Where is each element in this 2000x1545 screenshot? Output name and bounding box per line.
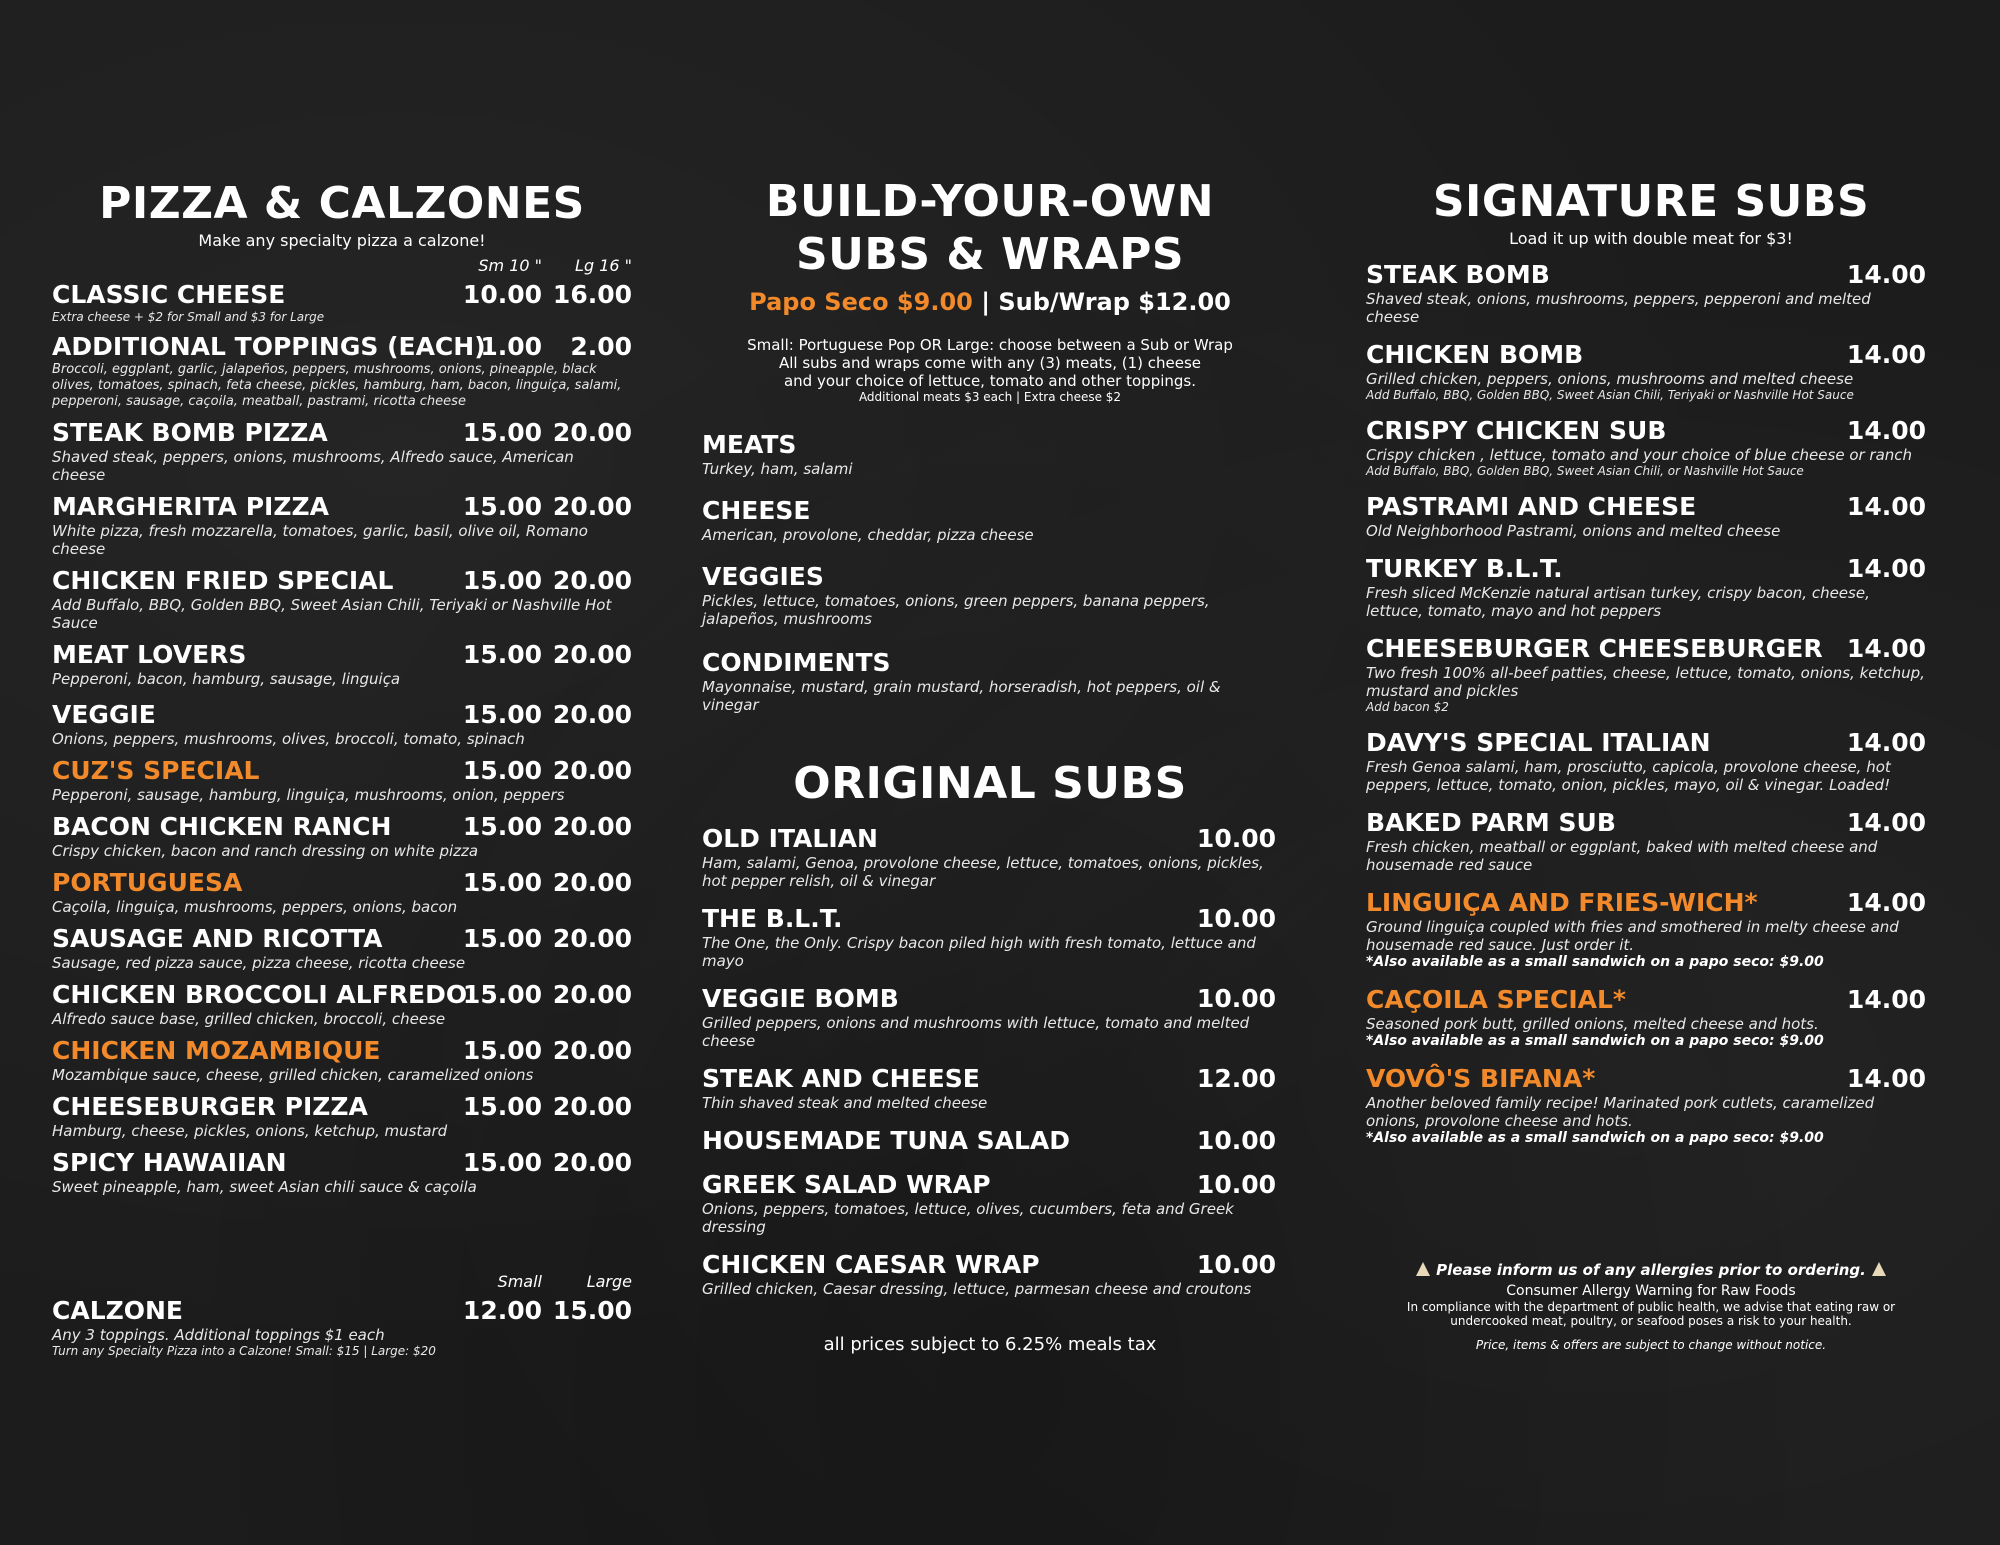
item-name: HOUSEMADE TUNA SALAD <box>702 1126 1071 1155</box>
item-description: Mozambique sauce, cheese, grilled chicken, caramelized onions <box>52 1065 534 1084</box>
consumer-warning-title: Consumer Allergy Warning for Raw Foods <box>1506 1283 1796 1299</box>
item-price-small: 15.00 <box>462 699 542 729</box>
menu-item <box>1366 888 1936 971</box>
byo-info-line: Small: Portuguese Pop OR Large: choose between a Sub or Wrap <box>747 335 1233 354</box>
category-description: American, provolone, cheddar, pizza cheese <box>702 525 1034 544</box>
item-name: PORTUGUESA <box>52 867 243 897</box>
item-name: ADDITIONAL TOPPINGS (EACH) <box>52 331 486 361</box>
item-price-small: 15.00 <box>462 1035 542 1065</box>
item-availability-note: *Also available as a small sandwich on a papo seco: $9.00 <box>1366 953 1824 970</box>
item-name: SAUSAGE AND RICOTTA <box>52 923 383 953</box>
menu-item <box>52 980 632 1028</box>
item-name: CHICKEN MOZAMBIQUE <box>52 1035 381 1065</box>
item-description: Onions, peppers, tomatoes, lettuce, olives, cucumbers, feta and Greek dressing <box>702 1200 1234 1236</box>
calzone-item <box>52 1296 632 1358</box>
item-name: STEAK BOMB <box>1366 259 1550 289</box>
item-price: 14.00 <box>1846 633 1926 663</box>
item-name: BAKED PARM SUB <box>1366 807 1616 837</box>
tax-note: all prices subject to 6.25% meals tax <box>823 1334 1157 1355</box>
menu-item <box>1366 728 1936 794</box>
signature-item-list <box>1366 260 1936 1147</box>
category-name: CHEESE <box>702 495 811 525</box>
menu-item <box>52 812 632 860</box>
item-name: SPICY HAWAIIAN <box>52 1147 287 1177</box>
item-price-large: 20.00 <box>552 811 632 841</box>
category-description: Turkey, ham, salami <box>702 459 853 478</box>
byo-category <box>702 562 1278 628</box>
menu-item <box>702 984 1278 1050</box>
menu-item <box>52 418 632 484</box>
consumer-warning-line: undercooked meat, poultry, or seafood poses a risk to your health. <box>1450 1314 1852 1328</box>
menu-item <box>52 700 632 748</box>
item-price: 14.00 <box>1846 727 1926 757</box>
item-price-large: 15.00 <box>552 1296 632 1325</box>
item-description: White pizza, fresh mozzarella, tomatoes, garlic, basil, olive oil, Romano cheese <box>52 521 588 558</box>
category-description: Mayonnaise, mustard, grain mustard, horseradish, hot peppers, oil & vinegar <box>702 677 1221 714</box>
item-price-small: 15.00 <box>462 417 542 447</box>
menu-item <box>1366 808 1936 874</box>
item-description: Any 3 toppings. Additional toppings $1 each <box>52 1326 385 1344</box>
item-price: 12.00 <box>1196 1064 1276 1093</box>
item-price: 14.00 <box>1846 1063 1926 1093</box>
item-price: 10.00 <box>1196 904 1276 933</box>
item-price: 14.00 <box>1846 491 1926 521</box>
signature-title: SIGNATURE SUBS <box>1432 176 1870 227</box>
sub-wrap-price: Sub/Wrap $12.00 <box>998 287 1231 316</box>
pizza-subtitle: Make any specialty pizza a calzone! <box>198 230 486 250</box>
item-name: CHICKEN BOMB <box>1366 339 1584 369</box>
item-note: Add Buffalo, BBQ, Golden BBQ, Sweet Asian Chili, Teriyaki or Nashville Hot Sauce <box>1366 387 1854 402</box>
byo-title-line1: BUILD-YOUR-OWN <box>765 176 1215 227</box>
allergy-warning-text: Please inform us of any allergies prior to ordering. <box>1436 1261 1866 1279</box>
menu-item <box>1366 1064 1936 1147</box>
item-name: MARGHERITA PIZZA <box>52 491 329 521</box>
item-price: 14.00 <box>1846 259 1926 289</box>
item-price: 14.00 <box>1846 887 1926 917</box>
menu-item <box>702 1250 1278 1298</box>
menu-item <box>52 756 632 804</box>
item-name: TURKEY B.L.T. <box>1366 553 1563 583</box>
item-price: 10.00 <box>1196 1126 1276 1155</box>
menu-item <box>52 566 632 632</box>
item-availability-note: *Also available as a small sandwich on a papo seco: $9.00 <box>1366 1032 1824 1049</box>
item-price-small: 15.00 <box>462 565 542 595</box>
item-availability-note: *Also available as a small sandwich on a papo seco: $9.00 <box>1366 1129 1824 1146</box>
item-description: Two fresh 100% all-beef patties, cheese, lettuce, tomato, onions, ketchup, mustard and pickles <box>1366 663 1925 700</box>
item-description: Fresh Genoa salami, ham, prosciutto, capicola, provolone cheese, hot peppers, lettuce, tomato, onion, pickles, mayo, oil & vinegar. Loaded! <box>1366 757 1891 794</box>
menu-item <box>52 280 632 324</box>
item-description: Alfredo sauce base, grilled chicken, broccoli, cheese <box>52 1009 446 1028</box>
byo-title <box>702 176 1278 282</box>
category-name: CONDIMENTS <box>702 647 891 677</box>
original-title: ORIGINAL SUBS <box>793 758 1187 809</box>
item-description: Add Buffalo, BBQ, Golden BBQ, Sweet Asian Chili, Teriyaki or Nashville Hot Sauce <box>52 595 612 632</box>
item-price: 10.00 <box>1196 1170 1276 1199</box>
item-description: Hamburg, cheese, pickles, onions, ketchup, mustard <box>52 1121 448 1140</box>
category-name: VEGGIES <box>702 561 824 591</box>
category-name: MEATS <box>702 429 797 459</box>
item-price-large: 20.00 <box>552 1147 632 1177</box>
item-price: 14.00 <box>1846 984 1926 1014</box>
item-price-small: 15.00 <box>462 811 542 841</box>
item-name: CHICKEN BROCCOLI ALFREDO <box>52 979 468 1009</box>
item-name: CLASSIC CHEESE <box>52 279 286 309</box>
item-note: Turn any Specialty Pizza into a Calzone! Small: $15 | Large: $20 <box>52 1344 436 1358</box>
item-name: STEAK BOMB PIZZA <box>52 417 328 447</box>
original-item-list <box>702 824 1278 1298</box>
item-note: Extra cheese + $2 for Small and $3 for Large <box>52 309 325 324</box>
item-note: Add bacon $2 <box>1366 699 1449 714</box>
item-description: Another beloved family recipe! Marinated pork cutlets, caramelized onions, provolone cheese and hots. <box>1366 1093 1875 1130</box>
pizza-size-header <box>52 256 632 280</box>
price-change-note: Price, items & offers are subject to change without notice. <box>1475 1338 1827 1352</box>
menu-item <box>1366 985 1936 1050</box>
menu-item <box>1366 634 1936 714</box>
item-price-large: 2.00 <box>570 331 632 361</box>
item-name: CAÇOILA SPECIAL* <box>1366 984 1626 1014</box>
item-description: Old Neighborhood Pastrami, onions and melted cheese <box>1366 521 1781 540</box>
item-price-small: 15.00 <box>462 491 542 521</box>
signature-subtitle: Load it up with double meat for $3! <box>1509 228 1793 248</box>
item-price-small: 15.00 <box>462 979 542 1009</box>
item-price-small: 1.00 <box>480 331 542 361</box>
pizza-slice-icon <box>1416 1262 1430 1276</box>
item-price-small: 10.00 <box>462 279 542 309</box>
item-description: Pepperoni, bacon, hamburg, sausage, linguiça <box>52 669 401 688</box>
menu-item <box>1366 554 1936 620</box>
item-name: VEGGIE BOMB <box>702 984 899 1013</box>
item-price-small: 15.00 <box>462 923 542 953</box>
byo-info-line: All subs and wraps come with any (3) meats, (1) cheese <box>778 353 1202 372</box>
item-price: 14.00 <box>1846 553 1926 583</box>
item-description: Fresh chicken, meatball or eggplant, baked with melted cheese and housemade red sauce <box>1366 837 1878 874</box>
item-note: Broccoli, eggplant, garlic, jalapeños, peppers, mushrooms, onions, pineapple, black olives, tomatoes, spinach, feta cheese, pickles, hamburg, ham, bacon, linguiça, salami, pepperoni, sausage, caçoila, meatball, pastrami, ricotta cheese <box>52 361 622 409</box>
menu-item <box>52 868 632 916</box>
item-price-small: 15.00 <box>462 867 542 897</box>
item-description: Shaved steak, onions, mushrooms, peppers, pepperoni and melted cheese <box>1366 289 1871 326</box>
papo-seco-price: Papo Seco $9.00 <box>749 287 973 316</box>
item-description: Crispy chicken , lettuce, tomato and your choice of blue cheese or ranch <box>1366 445 1913 464</box>
menu-item <box>52 924 632 972</box>
menu-item <box>1366 340 1936 402</box>
item-description: Seasoned pork butt, grilled onions, melted cheese and hots. <box>1366 1014 1819 1033</box>
item-description: Ground linguiça coupled with fries and smothered in melty cheese and housemade red sauce. Just order it. <box>1366 917 1899 954</box>
item-price-small: 15.00 <box>462 755 542 785</box>
item-name: OLD ITALIAN <box>702 824 878 853</box>
item-price-large: 20.00 <box>552 979 632 1009</box>
menu-item <box>52 640 632 688</box>
pizza-slice-icon <box>1872 1262 1886 1276</box>
item-description: Crispy chicken, bacon and ranch dressing on white pizza <box>52 841 479 860</box>
item-price-small: 15.00 <box>462 1147 542 1177</box>
menu-item <box>702 824 1278 890</box>
pizza-column <box>52 0 632 1358</box>
allergy-notice <box>1366 1262 1936 1352</box>
item-description: Thin shaved steak and melted cheese <box>702 1094 988 1112</box>
item-price: 14.00 <box>1846 415 1926 445</box>
item-price: 10.00 <box>1196 984 1276 1013</box>
item-description: Fresh sliced McKenzie natural artisan turkey, crispy bacon, cheese, lettuce, tomato, mayo and hot peppers <box>1366 583 1870 620</box>
item-description: Onions, peppers, mushrooms, olives, broccoli, tomato, spinach <box>52 729 525 748</box>
menu-item <box>52 492 632 558</box>
byo-title-line2: SUBS & WRAPS <box>795 228 1185 280</box>
menu-item <box>702 1064 1278 1112</box>
signature-column <box>1366 0 1936 1352</box>
item-price-large: 16.00 <box>552 279 632 309</box>
allergy-warning <box>1366 1262 1936 1279</box>
item-price-large: 20.00 <box>552 1035 632 1065</box>
price-separator: | <box>972 287 999 316</box>
item-price-large: 20.00 <box>552 755 632 785</box>
byo-category <box>702 496 1278 544</box>
item-description: Grilled chicken, Caesar dressing, lettuce, parmesan cheese and croutons <box>702 1280 1252 1298</box>
byo-info-line: Additional meats $3 each | Extra cheese $2 <box>858 389 1122 404</box>
item-price-large: 20.00 <box>552 639 632 669</box>
item-description: Ham, salami, Genoa, provolone cheese, lettuce, tomatoes, onions, pickles, hot pepper relish, oil & vinegar <box>702 854 1264 890</box>
item-description: Sweet pineapple, ham, sweet Asian chili sauce & caçoila <box>52 1177 477 1196</box>
menu-item <box>52 1092 632 1140</box>
item-price-large: 20.00 <box>552 923 632 953</box>
item-price-large: 20.00 <box>552 565 632 595</box>
menu-item <box>52 332 632 410</box>
item-name: CHEESEBURGER PIZZA <box>52 1091 368 1121</box>
item-price-large: 20.00 <box>552 417 632 447</box>
byo-info <box>702 336 1278 404</box>
item-name: GREEK SALAD WRAP <box>702 1170 991 1199</box>
item-name: PASTRAMI AND CHEESE <box>1366 491 1697 521</box>
item-price: 14.00 <box>1846 339 1926 369</box>
menu-item <box>702 904 1278 970</box>
category-description: Pickles, lettuce, tomatoes, onions, green peppers, banana peppers, jalapeños, mushrooms <box>702 591 1210 628</box>
item-name: VEGGIE <box>52 699 156 729</box>
item-name: CHICKEN FRIED SPECIAL <box>52 565 394 595</box>
item-name: CALZONE <box>52 1296 184 1325</box>
size-small-label: Sm 10 " <box>478 255 542 275</box>
item-price-large: 20.00 <box>552 491 632 521</box>
item-price-large: 20.00 <box>552 699 632 729</box>
item-name: CHICKEN CAESAR WRAP <box>702 1250 1040 1279</box>
item-name: STEAK AND CHEESE <box>702 1064 980 1093</box>
item-name: MEAT LOVERS <box>52 639 247 669</box>
byo-category <box>702 648 1278 714</box>
byo-price-line <box>702 288 1278 316</box>
item-description: Sausage, red pizza sauce, pizza cheese, ricotta cheese <box>52 953 466 972</box>
menu-item <box>52 1148 632 1196</box>
item-name: LINGUIÇA AND FRIES-WICH* <box>1366 887 1758 917</box>
item-name: THE B.L.T. <box>702 904 843 933</box>
calzone-large-label: Large <box>586 1272 632 1291</box>
menu-item <box>1366 260 1936 326</box>
item-description: Grilled peppers, onions and mushrooms with lettuce, tomato and melted cheese <box>702 1014 1250 1050</box>
item-description: Caçoila, linguiça, mushrooms, peppers, onions, bacon <box>52 897 458 916</box>
byo-category <box>702 430 1278 478</box>
pizza-item-list <box>52 280 632 1196</box>
item-description: Pepperoni, sausage, hamburg, linguiça, mushrooms, onion, peppers <box>52 785 565 804</box>
item-price-large: 20.00 <box>552 1091 632 1121</box>
item-description: Shaved steak, peppers, onions, mushrooms, Alfredo sauce, American cheese <box>52 447 574 484</box>
menu-item <box>1366 492 1936 540</box>
byo-category-list <box>702 430 1278 714</box>
calzone-section <box>52 1272 632 1358</box>
size-large-label: Lg 16 " <box>575 255 632 275</box>
pizza-title: PIZZA & CALZONES <box>99 178 585 229</box>
menu-item <box>702 1126 1278 1156</box>
menu-item <box>52 1036 632 1084</box>
item-name: CHEESEBURGER CHEESEBURGER <box>1366 633 1823 663</box>
item-price: 10.00 <box>1196 1250 1276 1279</box>
calzone-small-label: Small <box>497 1272 542 1291</box>
item-price-large: 20.00 <box>552 867 632 897</box>
calzone-size-header <box>52 1272 632 1296</box>
item-name: VOVÔ'S BIFANA* <box>1366 1063 1596 1093</box>
byo-column <box>702 0 1278 1355</box>
item-name: CRISPY CHICKEN SUB <box>1366 415 1667 445</box>
item-price-small: 15.00 <box>462 1091 542 1121</box>
item-name: BACON CHICKEN RANCH <box>52 811 392 841</box>
item-price-small: 12.00 <box>462 1296 542 1325</box>
item-price: 10.00 <box>1196 824 1276 853</box>
item-price-small: 15.00 <box>462 639 542 669</box>
item-name: CUZ'S SPECIAL <box>52 755 260 785</box>
item-description: The One, the Only. Crispy bacon piled high with fresh tomato, lettuce and mayo <box>702 934 1256 970</box>
item-name: DAVY'S SPECIAL ITALIAN <box>1366 727 1711 757</box>
menu-item <box>1366 416 1936 478</box>
item-note: Add Buffalo, BBQ, Golden BBQ, Sweet Asian Chili, or Nashville Hot Sauce <box>1366 463 1804 478</box>
byo-info-line: and your choice of lettuce, tomato and other toppings. <box>783 371 1197 390</box>
item-price: 14.00 <box>1846 807 1926 837</box>
menu-item <box>702 1170 1278 1236</box>
consumer-warning-line: In compliance with the department of public health, we advise that eating raw or <box>1406 1300 1896 1314</box>
item-description: Grilled chicken, peppers, onions, mushrooms and melted cheese <box>1366 369 1854 388</box>
